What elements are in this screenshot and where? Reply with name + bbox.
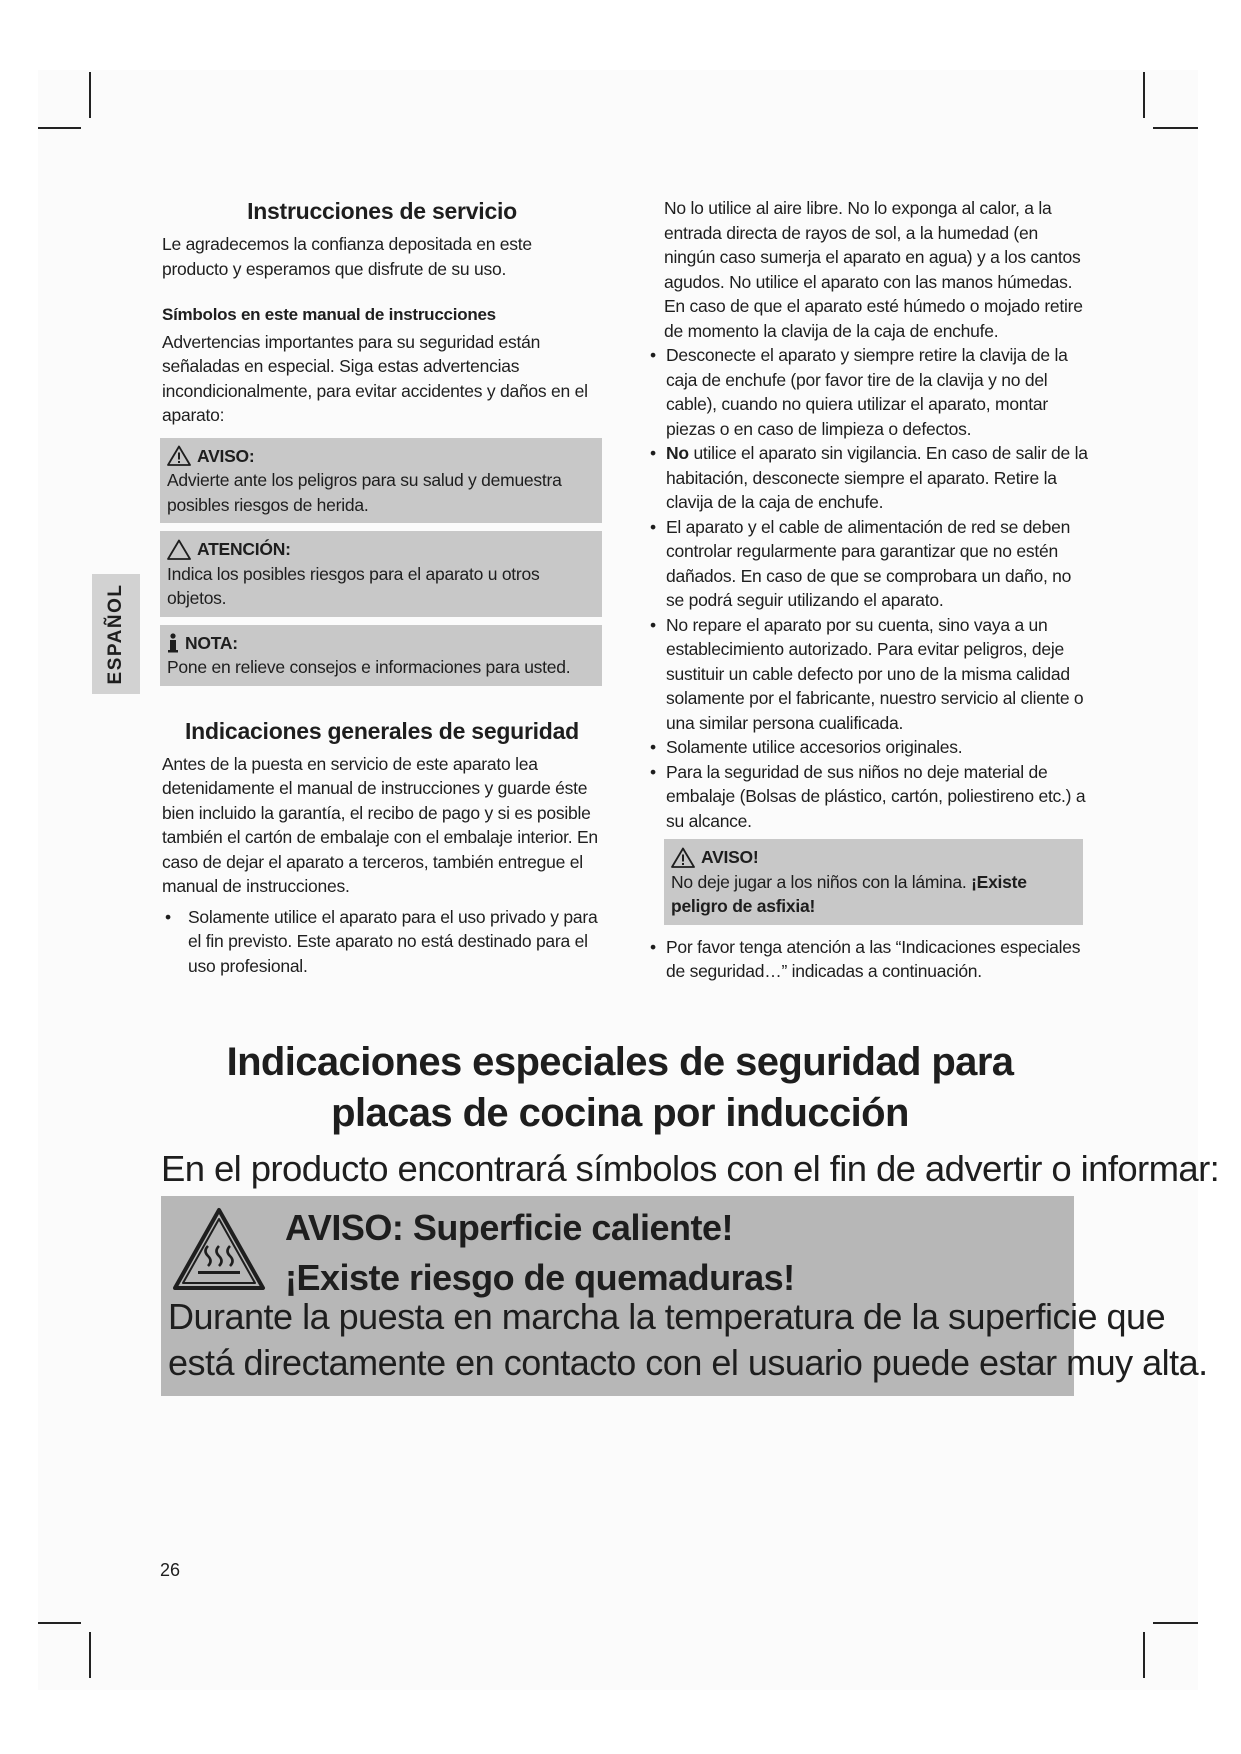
hot-surface-icon xyxy=(171,1206,267,1292)
crop-mark xyxy=(38,127,81,129)
special-intro: En el producto encontrará símbolos con el fin de advertir o informar: xyxy=(161,1148,1220,1189)
left-column xyxy=(162,196,602,978)
list-item-text: Para la seguridad de sus niños no deje material de embalaje (Bolsas de plástico, cartón, poliestireno etc.) a su alcance. xyxy=(666,761,1086,831)
list-item: • Para la seguridad de sus niños no deje material de embalaje (Bolsas de plástico, cartón, poliestireno etc.) a su alcance. xyxy=(640,760,1090,834)
list-item: • Desconecte el aparato y siempre retire la clavija de la caja de enchufe (por favor tire de la clavija y no del cable), cuando no quiera utilizar el aparato, montar piezas o en caso de limpieza o defectos. xyxy=(640,343,1090,441)
aviso-children-title xyxy=(671,845,1077,870)
hot-surface-description: Durante la puesta en marcha la temperatura de la superficie que está directamente en contacto con el usuario puede estar muy alta. xyxy=(168,1296,1208,1383)
bold-no: No xyxy=(666,443,689,463)
aviso-box xyxy=(160,438,602,524)
list-item-text: Solamente utilice accesorios originales. xyxy=(666,737,963,757)
list-item-text: Por favor tenga atención a las “Indicaciones especiales de seguridad…” indicadas a continuación. xyxy=(666,936,1081,981)
list-item: • Solamente utilice el aparato para el uso privado y para el fin previsto. Este aparato no está destinado para el uso profesional. xyxy=(162,905,602,979)
aviso-title xyxy=(167,444,596,469)
language-tab xyxy=(92,574,140,694)
list-item-text: El aparato y el cable de alimentación de red se deben controlar regularmente para garantizar que no estén dañados. En caso de que se comprobara un daño, no se podrá seguir utilizando el aparato. xyxy=(666,516,1072,610)
crop-mark xyxy=(89,72,91,118)
list-item-text: No repare el aparato por su cuenta, sino vaya a un establecimiento autorizado. Para evitar peligros, deje sustituir un cable defecto por uno de la misma calidad solamente por el fabricante, nuestro servicio al cliente o una similar persona cualificada. xyxy=(666,614,1084,733)
hot-surface-title: AVISO: Superficie caliente! ¡Existe riesgo de quemaduras! xyxy=(285,1207,795,1298)
continuation-paragraph: No lo utilice al aire libre. No lo exponga al calor, a la entrada directa de rayos de sol, a la humedad (en ningún caso sumerja el aparato en agua) y a los cantos agudos. No utilice el aparato con las manos húmedas. En caso de que el aparato esté húmedo o mojado retire de momento la clavija de la caja de enchufe. xyxy=(664,198,1083,341)
list-item-text: No utilice el aparato sin vigilancia. En caso de salir de la habitación, desconecte siempre el aparato. Retire la clavija de la caja de enchufe. xyxy=(666,443,1088,512)
list-item: • Por favor tenga atención a las “Indicaciones especiales de seguridad…” indicadas a continuación. xyxy=(640,935,1090,984)
intro-paragraph: Le agradecemos la confianza depositada en este producto y esperamos que disfrute de su uso. xyxy=(162,234,532,279)
atencion-label: ATENCIÓN: xyxy=(197,539,291,559)
aviso-label: AVISO: xyxy=(197,445,255,466)
atencion-box xyxy=(160,531,602,617)
crop-mark xyxy=(38,1622,81,1624)
section-title-general-safety: Indicaciones generales de seguridad xyxy=(185,717,579,744)
special-safety-title: Indicaciones especiales de seguridad para placas de cocina por inducción xyxy=(226,1040,1014,1135)
list-item: • No repare el aparato por su cuenta, sino vaya a un establecimiento autorizado. Para evitar peligros, deje sustituir un cable defecto por uno de la misma calidad solamente por el fabricante, nuestro servicio al cliente o una similar persona cualificada. xyxy=(640,613,1090,736)
hot-surface-warning-box xyxy=(161,1196,1208,1396)
page-number: 26 xyxy=(160,1560,181,1580)
aviso-children-box xyxy=(664,839,1083,925)
section-title-instructions: Instrucciones de servicio xyxy=(247,198,517,224)
atencion-text: Indica los posibles riesgos para el aparato u otros objetos. xyxy=(167,563,540,608)
info-icon xyxy=(167,633,179,653)
nota-box xyxy=(160,625,602,686)
crop-mark xyxy=(1153,1622,1198,1624)
crop-mark xyxy=(89,1632,91,1678)
aviso-text: Advierte ante los peligros para su salud y demuestra posibles riesgos de herida. xyxy=(167,470,562,515)
symbols-heading: Símbolos en este manual de instrucciones xyxy=(162,305,496,324)
list-item-text: Desconecte el aparato y siempre retire la clavija de la caja de enchufe (por favor tire de la clavija y no del cable), cuando no quiera utilizar el aparato, montar piezas o en caso de limpieza o defectos. xyxy=(666,345,1068,439)
crop-mark xyxy=(1153,127,1198,129)
list-item: • Solamente utilice accesorios originales. xyxy=(640,735,1090,760)
aviso-children-text: No deje jugar a los niños con la lámina. ¡Existe peligro de asfixia! xyxy=(671,871,1027,916)
nota-text: Pone en relieve consejos e informaciones para usted. xyxy=(167,657,571,677)
right-column xyxy=(640,196,1090,984)
crop-mark xyxy=(1143,72,1145,118)
list-item: • El aparato y el cable de alimentación de red se deben controlar regularmente para garantizar que no estén dañados. En caso de que se comprobara un daño, no se podrá seguir utilizando el aparato. xyxy=(640,515,1090,613)
list-item: • No utilice el aparato sin vigilancia. En caso de salir de la habitación, desconecte siempre el aparato. Retire la clavija de la caja de enchufe. xyxy=(640,441,1090,515)
symbols-paragraph: Advertencias importantes para su seguridad están señaladas en especial. Siga estas advertencias incondicionalmente, para evitar accidentes y daños en el aparato: xyxy=(162,331,588,425)
nota-title xyxy=(167,631,596,656)
list-item-text: Solamente utilice el aparato para el uso privado y para el fin previsto. Este aparato no está destinado para el uso profesional. xyxy=(188,906,598,976)
nota-label: NOTA: xyxy=(185,632,238,653)
warning-triangle-icon xyxy=(671,847,695,868)
aviso-children-label: AVISO! xyxy=(701,847,759,867)
general-paragraph: Antes de la puesta en servicio de este aparato lea detenidamente el manual de instrucciones y guarde éste bien incluido la garantía, el recibo de pago y si es posible también el cartón de embalaje con el embalaje interior. En caso de dejar el aparato a terceros, también entregue el manual de instrucciones. xyxy=(162,753,598,896)
caution-triangle-icon xyxy=(167,539,191,560)
warning-triangle-icon xyxy=(167,445,191,466)
crop-mark xyxy=(1143,1632,1145,1678)
language-tab-label: ESPAÑOL xyxy=(105,583,126,685)
atencion-title xyxy=(167,537,596,562)
